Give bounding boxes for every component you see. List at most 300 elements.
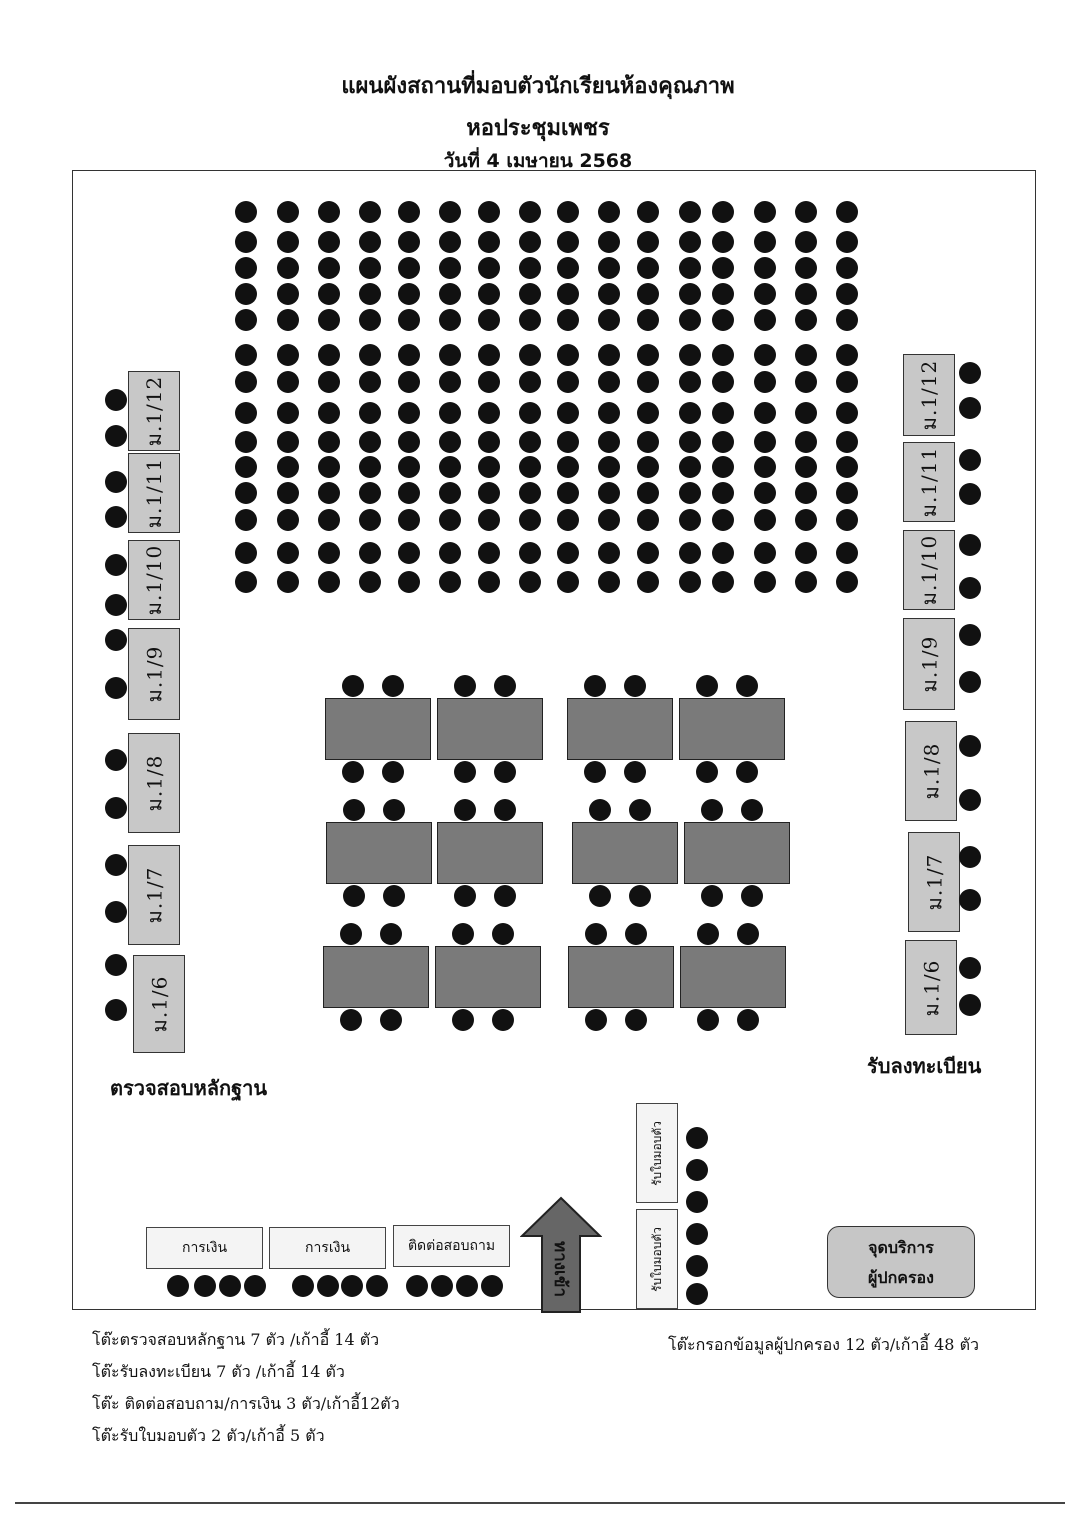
- table-chair: [340, 923, 362, 945]
- audience-chair: [754, 283, 776, 305]
- audience-chair: [712, 542, 734, 564]
- audience-chair: [478, 371, 500, 393]
- audience-chair: [478, 344, 500, 366]
- audience-chair: [359, 482, 381, 504]
- booth-chair: [959, 483, 981, 505]
- desk-chair: [366, 1275, 388, 1297]
- audience-chair: [637, 257, 659, 279]
- audience-chair: [557, 402, 579, 424]
- audience-chair: [754, 456, 776, 478]
- audience-chair: [557, 542, 579, 564]
- table-chair: [624, 675, 646, 697]
- booth-chair: [105, 797, 127, 819]
- table-chair: [585, 1009, 607, 1031]
- table-chair: [454, 885, 476, 907]
- audience-chair: [439, 402, 461, 424]
- audience-chair: [318, 402, 340, 424]
- audience-chair: [598, 431, 620, 453]
- desk-chair: [292, 1275, 314, 1297]
- note-left-4: โต๊ะรับใบมอบตัว 2 ตัว/เก้าอี้ 5 ตัว: [92, 1426, 325, 1445]
- booth-chair: [105, 471, 127, 493]
- audience-chair: [235, 482, 257, 504]
- audience-chair: [754, 509, 776, 531]
- audience-chair: [439, 371, 461, 393]
- right-booth-11: ม.1/11: [903, 442, 955, 522]
- audience-chair: [398, 231, 420, 253]
- table-chair: [382, 761, 404, 783]
- audience-chair: [519, 344, 541, 366]
- audience-chair: [637, 542, 659, 564]
- parent-form-table: [325, 698, 431, 760]
- audience-chair: [712, 509, 734, 531]
- audience-chair: [754, 309, 776, 331]
- audience-chair: [398, 402, 420, 424]
- date-title: วันที่ 4 เมษายน 2568: [443, 150, 633, 172]
- note-left-1: โต๊ะตรวจสอบหลักฐาน 7 ตัว /เก้าอี้ 14 ตัว: [92, 1330, 380, 1349]
- desk-chair: [481, 1275, 503, 1297]
- audience-chair: [712, 231, 734, 253]
- audience-chair: [277, 231, 299, 253]
- audience-chair: [598, 456, 620, 478]
- audience-chair: [478, 201, 500, 223]
- desk-chair: [341, 1275, 363, 1297]
- parent-form-table: [435, 946, 541, 1008]
- audience-chair: [598, 571, 620, 593]
- table-chair: [340, 1009, 362, 1031]
- audience-chair: [277, 509, 299, 531]
- audience-chair: [359, 283, 381, 305]
- right-booth-6: ม.1/6: [905, 940, 957, 1035]
- audience-chair: [439, 482, 461, 504]
- audience-chair: [557, 482, 579, 504]
- page-divider: [15, 1502, 1065, 1504]
- audience-chair: [519, 482, 541, 504]
- table-chair: [494, 885, 516, 907]
- table-chair: [625, 1009, 647, 1031]
- table-chair: [342, 675, 364, 697]
- table-chair: [701, 885, 723, 907]
- audience-chair: [398, 456, 420, 478]
- audience-chair: [598, 509, 620, 531]
- parent-service-point: [827, 1226, 975, 1298]
- audience-chair: [795, 344, 817, 366]
- audience-chair: [478, 509, 500, 531]
- left-booth-10: ม.1/10: [128, 540, 180, 620]
- audience-chair: [795, 456, 817, 478]
- audience-chair: [637, 509, 659, 531]
- audience-chair: [598, 344, 620, 366]
- audience-chair: [795, 231, 817, 253]
- audience-chair: [359, 509, 381, 531]
- table-chair: [584, 675, 606, 697]
- audience-chair: [836, 542, 858, 564]
- audience-chair: [359, 344, 381, 366]
- table-chair: [383, 799, 405, 821]
- table-chair: [737, 923, 759, 945]
- audience-chair: [795, 283, 817, 305]
- desk-chair: [219, 1275, 241, 1297]
- audience-chair: [679, 231, 701, 253]
- audience-chair: [318, 456, 340, 478]
- audience-chair: [836, 509, 858, 531]
- booth-chair: [105, 677, 127, 699]
- audience-chair: [598, 257, 620, 279]
- audience-chair: [277, 402, 299, 424]
- audience-chair: [836, 283, 858, 305]
- desk-chair: [194, 1275, 216, 1297]
- audience-chair: [235, 456, 257, 478]
- booth-chair: [959, 362, 981, 384]
- audience-chair: [519, 431, 541, 453]
- receipt-desk-1: รับใบมอบตัว: [636, 1103, 678, 1203]
- table-chair: [741, 799, 763, 821]
- audience-chair: [478, 456, 500, 478]
- booth-chair: [959, 889, 981, 911]
- audience-chair: [277, 257, 299, 279]
- table-chair: [589, 885, 611, 907]
- audience-chair: [519, 231, 541, 253]
- audience-chair: [836, 309, 858, 331]
- audience-chair: [598, 371, 620, 393]
- table-chair: [741, 885, 763, 907]
- audience-chair: [598, 542, 620, 564]
- audience-chair: [637, 283, 659, 305]
- receipt-chair: [686, 1255, 708, 1277]
- audience-chair: [359, 309, 381, 331]
- audience-chair: [277, 201, 299, 223]
- desk-chair: [406, 1275, 428, 1297]
- audience-chair: [277, 571, 299, 593]
- audience-chair: [836, 201, 858, 223]
- audience-chair: [598, 231, 620, 253]
- table-chair: [454, 675, 476, 697]
- audience-chair: [637, 402, 659, 424]
- audience-chair: [795, 371, 817, 393]
- booth-chair: [105, 506, 127, 528]
- audience-chair: [637, 231, 659, 253]
- audience-chair: [478, 309, 500, 331]
- service-line-2: ผู้ปกครอง: [868, 1268, 934, 1287]
- audience-chair: [637, 309, 659, 331]
- parent-form-table: [679, 698, 785, 760]
- audience-chair: [398, 344, 420, 366]
- audience-chair: [754, 201, 776, 223]
- booth-chair: [105, 629, 127, 651]
- audience-chair: [235, 257, 257, 279]
- audience-chair: [439, 201, 461, 223]
- table-chair: [343, 885, 365, 907]
- audience-chair: [795, 402, 817, 424]
- table-chair: [696, 761, 718, 783]
- parent-form-table: [326, 822, 432, 884]
- audience-chair: [398, 542, 420, 564]
- booth-chair: [959, 789, 981, 811]
- right-booth-12: ม.1/12: [903, 354, 955, 436]
- audience-chair: [679, 371, 701, 393]
- audience-chair: [712, 283, 734, 305]
- table-chair: [697, 1009, 719, 1031]
- audience-chair: [836, 456, 858, 478]
- left-booth-9: ม.1/9: [128, 628, 180, 720]
- audience-chair: [557, 283, 579, 305]
- audience-chair: [557, 509, 579, 531]
- audience-chair: [712, 456, 734, 478]
- audience-chair: [637, 431, 659, 453]
- audience-chair: [398, 482, 420, 504]
- left-booth-12: ม.1/12: [128, 371, 180, 451]
- parent-form-table: [572, 822, 678, 884]
- audience-chair: [439, 283, 461, 305]
- audience-chair: [712, 371, 734, 393]
- table-chair: [589, 799, 611, 821]
- receipt-chair: [686, 1283, 708, 1305]
- note-right: โต๊ะกรอกข้อมูลผู้ปกครอง 12 ตัว/เก้าอี้ 48 ตัว: [668, 1335, 979, 1354]
- left-booth-7: ม.1/7: [128, 845, 180, 945]
- audience-chair: [519, 257, 541, 279]
- audience-chair: [398, 371, 420, 393]
- table-chair: [492, 1009, 514, 1031]
- audience-chair: [637, 456, 659, 478]
- audience-chair: [277, 542, 299, 564]
- audience-chair: [359, 402, 381, 424]
- audience-chair: [318, 257, 340, 279]
- audience-chair: [836, 482, 858, 504]
- audience-chair: [478, 571, 500, 593]
- audience-chair: [795, 571, 817, 593]
- audience-chair: [712, 257, 734, 279]
- table-chair: [454, 761, 476, 783]
- table-chair: [624, 761, 646, 783]
- audience-chair: [836, 402, 858, 424]
- audience-chair: [754, 482, 776, 504]
- audience-chair: [318, 542, 340, 564]
- audience-chair: [398, 571, 420, 593]
- desk-chair: [456, 1275, 478, 1297]
- audience-chair: [478, 482, 500, 504]
- audience-chair: [557, 571, 579, 593]
- audience-chair: [754, 344, 776, 366]
- booth-chair: [959, 624, 981, 646]
- note-left-2: โต๊ะรับลงทะเบียน 7 ตัว /เก้าอี้ 14 ตัว: [92, 1362, 345, 1381]
- audience-chair: [637, 482, 659, 504]
- audience-chair: [398, 309, 420, 331]
- table-chair: [494, 761, 516, 783]
- table-chair: [382, 675, 404, 697]
- booth-chair: [959, 671, 981, 693]
- audience-chair: [836, 257, 858, 279]
- table-chair: [737, 1009, 759, 1031]
- audience-chair: [519, 309, 541, 331]
- audience-chair: [712, 344, 734, 366]
- right-booth-9: ม.1/9: [903, 618, 955, 710]
- entrance-label: ทางเข้า: [550, 1240, 571, 1298]
- audience-chair: [836, 431, 858, 453]
- left-section-label: ตรวจสอบหลักฐาน: [110, 1076, 268, 1100]
- audience-chair: [557, 309, 579, 331]
- audience-chair: [439, 257, 461, 279]
- audience-chair: [679, 201, 701, 223]
- venue-title: หอประชุมเพชร: [466, 116, 610, 141]
- parent-form-table: [437, 822, 543, 884]
- audience-chair: [795, 482, 817, 504]
- left-booth-8: ม.1/8: [128, 733, 180, 833]
- audience-chair: [277, 431, 299, 453]
- audience-chair: [318, 231, 340, 253]
- receipt-chair: [686, 1127, 708, 1149]
- audience-chair: [235, 571, 257, 593]
- audience-chair: [359, 431, 381, 453]
- service-line-1: จุดบริการ: [868, 1238, 934, 1257]
- table-chair: [380, 1009, 402, 1031]
- right-booth-8: ม.1/8: [905, 721, 957, 821]
- desk-chair: [244, 1275, 266, 1297]
- right-booth-7: ม.1/7: [908, 832, 960, 932]
- audience-chair: [836, 571, 858, 593]
- audience-chair: [679, 509, 701, 531]
- table-chair: [383, 885, 405, 907]
- table-chair: [697, 923, 719, 945]
- table-chair: [584, 761, 606, 783]
- left-booth-6: ม.1/6: [133, 955, 185, 1053]
- audience-chair: [277, 344, 299, 366]
- table-chair: [380, 923, 402, 945]
- audience-chair: [235, 542, 257, 564]
- receipt-chair: [686, 1159, 708, 1181]
- audience-chair: [398, 201, 420, 223]
- audience-chair: [754, 571, 776, 593]
- booth-chair: [959, 957, 981, 979]
- audience-chair: [318, 509, 340, 531]
- table-chair: [696, 675, 718, 697]
- audience-chair: [398, 431, 420, 453]
- table-chair: [585, 923, 607, 945]
- audience-chair: [235, 509, 257, 531]
- audience-chair: [235, 402, 257, 424]
- audience-chair: [557, 231, 579, 253]
- booth-chair: [105, 854, 127, 876]
- audience-chair: [795, 542, 817, 564]
- parent-form-table: [437, 698, 543, 760]
- left-booth-11: ม.1/11: [128, 453, 180, 533]
- booth-chair: [105, 425, 127, 447]
- audience-chair: [754, 371, 776, 393]
- page-title: แผนผังสถานที่มอบตัวนักเรียนห้องคุณภาพ: [341, 74, 735, 99]
- audience-chair: [235, 283, 257, 305]
- audience-chair: [318, 309, 340, 331]
- audience-chair: [836, 371, 858, 393]
- audience-chair: [679, 571, 701, 593]
- audience-chair: [478, 402, 500, 424]
- audience-chair: [712, 309, 734, 331]
- table-chair: [625, 923, 647, 945]
- audience-chair: [679, 344, 701, 366]
- note-left-3: โต๊ะ ติดต่อสอบถาม/การเงิน 3 ตัว/เก้าอี้12ตัว: [92, 1394, 400, 1413]
- audience-chair: [557, 456, 579, 478]
- inquiry-desk: ติดต่อสอบถาม: [393, 1225, 510, 1267]
- audience-chair: [754, 431, 776, 453]
- audience-chair: [712, 571, 734, 593]
- audience-chair: [836, 231, 858, 253]
- table-chair: [736, 675, 758, 697]
- receipt-chair: [686, 1223, 708, 1245]
- audience-chair: [519, 371, 541, 393]
- audience-chair: [679, 257, 701, 279]
- booth-chair: [959, 994, 981, 1016]
- audience-chair: [318, 482, 340, 504]
- audience-chair: [439, 456, 461, 478]
- audience-chair: [795, 257, 817, 279]
- audience-chair: [598, 201, 620, 223]
- booth-chair: [105, 999, 127, 1021]
- audience-chair: [277, 456, 299, 478]
- audience-chair: [478, 257, 500, 279]
- audience-chair: [712, 201, 734, 223]
- audience-chair: [637, 371, 659, 393]
- audience-chair: [235, 231, 257, 253]
- booth-chair: [959, 577, 981, 599]
- audience-chair: [679, 309, 701, 331]
- audience-chair: [519, 402, 541, 424]
- audience-chair: [519, 542, 541, 564]
- audience-chair: [478, 283, 500, 305]
- audience-chair: [598, 402, 620, 424]
- audience-chair: [795, 431, 817, 453]
- right-section-label: รับลงทะเบียน: [867, 1054, 982, 1078]
- table-chair: [701, 799, 723, 821]
- booth-chair: [959, 846, 981, 868]
- audience-chair: [359, 371, 381, 393]
- audience-chair: [359, 257, 381, 279]
- audience-chair: [679, 456, 701, 478]
- booth-chair: [105, 554, 127, 576]
- parent-form-table: [323, 946, 429, 1008]
- table-chair: [494, 799, 516, 821]
- audience-chair: [318, 201, 340, 223]
- audience-chair: [277, 283, 299, 305]
- booth-chair: [105, 749, 127, 771]
- audience-chair: [318, 344, 340, 366]
- audience-chair: [795, 201, 817, 223]
- parent-form-table: [684, 822, 790, 884]
- parent-form-table: [680, 946, 786, 1008]
- audience-chair: [637, 571, 659, 593]
- audience-chair: [679, 402, 701, 424]
- audience-chair: [359, 456, 381, 478]
- audience-chair: [557, 371, 579, 393]
- audience-chair: [712, 402, 734, 424]
- audience-chair: [754, 231, 776, 253]
- table-chair: [629, 885, 651, 907]
- audience-chair: [398, 257, 420, 279]
- booth-chair: [959, 534, 981, 556]
- audience-chair: [439, 509, 461, 531]
- table-chair: [492, 923, 514, 945]
- desk-chair: [317, 1275, 339, 1297]
- audience-chair: [637, 344, 659, 366]
- audience-chair: [519, 456, 541, 478]
- desk-chair: [167, 1275, 189, 1297]
- audience-chair: [754, 542, 776, 564]
- audience-chair: [598, 283, 620, 305]
- audience-chair: [277, 371, 299, 393]
- booth-chair: [959, 397, 981, 419]
- desk-chair: [431, 1275, 453, 1297]
- parent-form-table: [568, 946, 674, 1008]
- finance-desk-1: การเงิน: [146, 1227, 263, 1269]
- audience-chair: [836, 344, 858, 366]
- audience-chair: [598, 482, 620, 504]
- audience-chair: [359, 201, 381, 223]
